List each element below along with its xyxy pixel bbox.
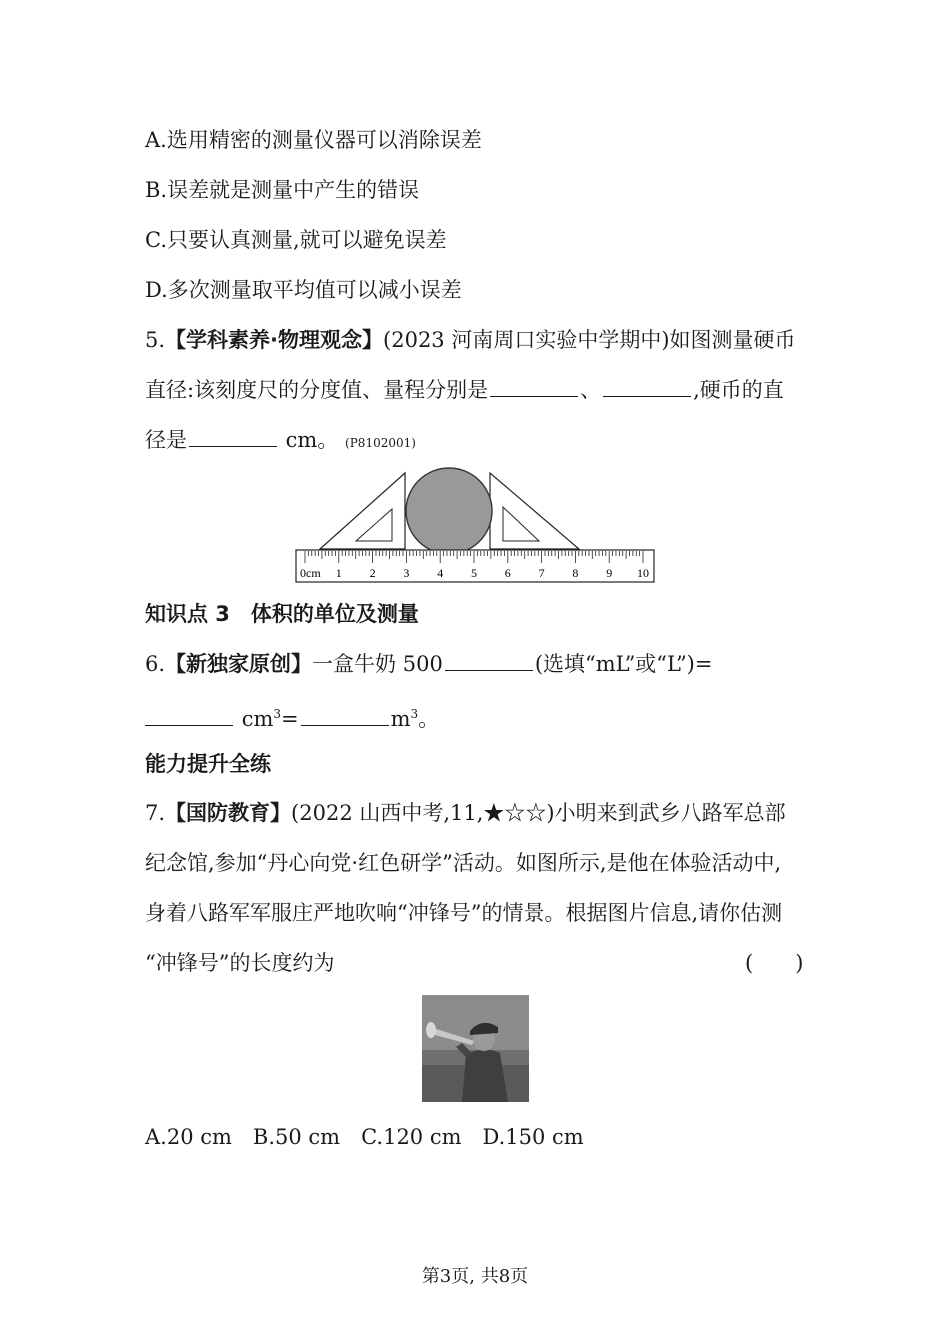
q6-eq: = — [281, 707, 299, 731]
q5-text-2a: 直径:该刻度尺的分度值、量程分别是 — [145, 378, 489, 402]
answer-blank[interactable] — [603, 376, 691, 397]
ruler-label: 7 — [538, 566, 545, 580]
q6-tag: 【新独家原创】 — [165, 652, 313, 676]
q7-text-1: (2022 山西中考,11,★☆☆)小明来到武乡八路军总部 — [291, 801, 786, 825]
q6-text-1: 一盒牛奶 500 — [312, 652, 443, 676]
ruler-label: 2 — [369, 566, 376, 580]
ruler-label: 4 — [437, 566, 444, 580]
ruler-label: 9 — [606, 566, 613, 580]
q7-line-1 — [145, 799, 786, 827]
q7-options: A.20 cm B.50 cm C.120 cm D.150 cm — [145, 1125, 584, 1149]
q5-line-2 — [145, 376, 784, 404]
answer-blank[interactable] — [145, 705, 233, 726]
q6-sup-2: 3 — [410, 707, 419, 721]
q4-option-b: B.误差就是测量中产生的错误 — [145, 178, 420, 202]
section-3-title: 知识点 3 体积的单位及测量 — [145, 602, 419, 626]
q7-line-2: 纪念馆,参加“丹心向党·红色研学”活动。如图所示,是他在体验活动中, — [145, 851, 782, 875]
q5-number: 5. — [145, 328, 166, 352]
answer-blank[interactable] — [189, 426, 277, 447]
q7-line-4: “冲锋号”的长度约为 — [145, 951, 335, 975]
q6-number: 6. — [145, 652, 166, 676]
q7-number: 7. — [145, 801, 166, 825]
q6-unit-2: m — [390, 707, 411, 731]
q6-sup-1: 3 — [273, 707, 282, 721]
bugle-photo — [422, 995, 529, 1102]
q4-option-d: D.多次测量取平均值可以减小误差 — [145, 278, 462, 302]
q5-text-3b: cm。 — [279, 428, 339, 452]
q5-text-2c: ,硬币的直 — [693, 378, 784, 402]
q5-tag: 【学科素养·物理观念】 — [165, 328, 384, 352]
page-footer: 第3页, 共8页 — [421, 1266, 529, 1287]
q5-line-1 — [145, 326, 796, 354]
ruler-label: 8 — [572, 566, 579, 580]
coin — [406, 468, 492, 554]
q7-tag: 【国防教育】 — [165, 801, 292, 825]
answer-blank[interactable] — [445, 650, 533, 671]
coin-ruler-figure — [290, 465, 660, 587]
ruler-label: 6 — [504, 566, 511, 580]
q6-line-1 — [145, 650, 712, 678]
q4-option-c: C.只要认真测量,就可以避免误差 — [145, 228, 447, 252]
ruler-label: 3 — [403, 566, 410, 580]
answer-blank[interactable] — [490, 376, 578, 397]
q6-end: 。 — [418, 707, 440, 731]
q6-line-2 — [145, 700, 439, 733]
q5-line-3 — [145, 426, 416, 457]
ruler-label: 10 — [637, 566, 649, 580]
ruler-label: 5 — [471, 566, 477, 580]
q6-text-1b: (选填“mL”或“L”)= — [534, 652, 713, 676]
q7-answer-paren[interactable]: ( ) — [745, 951, 804, 975]
ruler-unit-label: 0cm — [300, 566, 321, 580]
q5-text-2b: 、 — [580, 378, 602, 402]
q6-unit-1: cm — [241, 707, 274, 731]
ruler-label: 1 — [335, 566, 342, 580]
q5-text-1: (2023 河南周口实验中学期中)如图测量硬币 — [383, 328, 796, 352]
q5-code: (P8102001) — [345, 436, 416, 450]
q7-line-3: 身着八路军军服庄严地吹响“冲锋号”的情景。根据图片信息,请你估测 — [145, 901, 783, 925]
q5-text-3a: 径是 — [145, 428, 187, 452]
q4-option-a: A.选用精密的测量仪器可以消除误差 — [145, 128, 482, 152]
answer-blank[interactable] — [301, 705, 389, 726]
ability-section-title: 能力提升全练 — [145, 752, 271, 776]
